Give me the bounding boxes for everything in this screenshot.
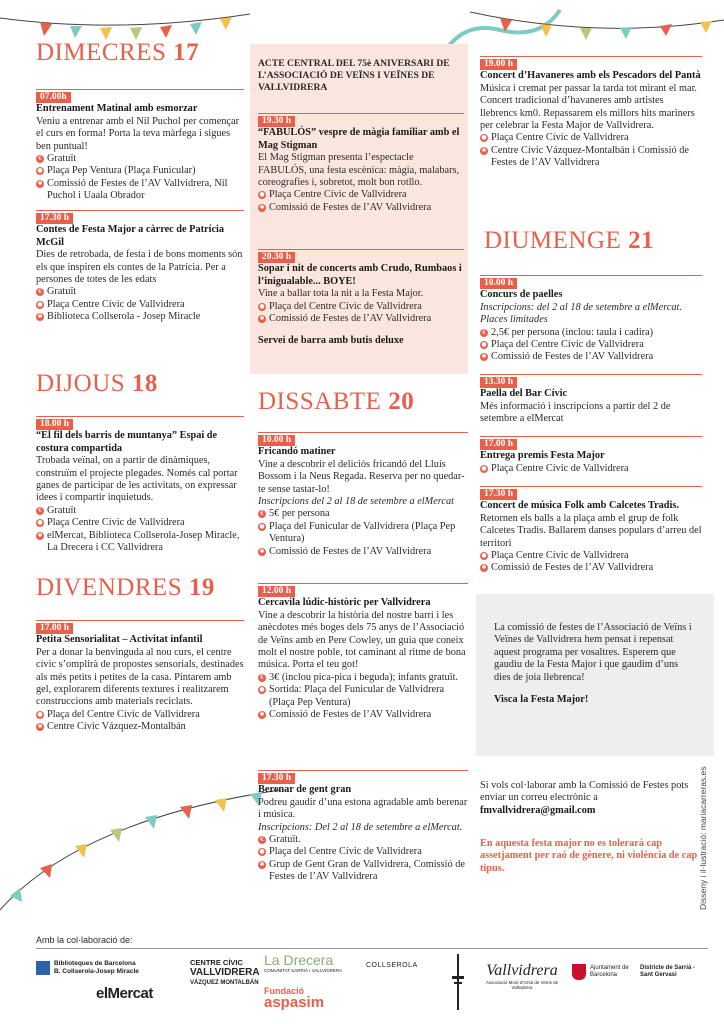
price-icon: € <box>36 155 44 163</box>
event-time: 17.00 h <box>480 439 517 450</box>
event-sat-2 <box>258 583 468 721</box>
footer-divider <box>36 948 708 949</box>
organizer-star-icon: ✱ <box>37 531 43 539</box>
event-time: 17.30 h <box>480 489 517 500</box>
price-icon: € <box>36 288 44 296</box>
event-time: 17.00 h <box>36 623 73 634</box>
footer-label: Amb la col·laboració de: <box>36 935 133 945</box>
organizer-star-icon: ✱ <box>259 860 265 868</box>
event-title: Fricandó matiner <box>258 446 336 458</box>
event-place: Plaça del Centre Cívic de Vallvidrera <box>269 300 422 312</box>
event-time: 17.30 h <box>36 213 73 224</box>
logo-av-vallvidrera: Vallvidrera Associació Mont d’Orsà de Veïns de Vallvidrera <box>485 962 559 990</box>
collab-email[interactable]: fmvallvidrera@gmail.com <box>480 804 596 816</box>
event-title: “FABULÓS” vespre de màgia familiar amb el Mag Stigman <box>258 127 460 151</box>
event-fri-1 <box>36 620 244 734</box>
event-place: Plaça Centre Cívic de Vallvidrera <box>47 298 185 310</box>
barcelona-shield-icon <box>572 964 586 980</box>
day-heading-thursday: DIJOUS 18 <box>36 370 158 397</box>
day-heading-saturday: DISSABTE 20 <box>258 388 415 415</box>
event-organizer: Centre Cívic Vázquez-Montalbán <box>47 721 186 733</box>
event-organizer: Biblioteca Collserola - Josep Miracle <box>47 311 201 323</box>
event-organizer: Comissió de Festes de l’AV Vallvidrera <box>491 351 654 363</box>
day-heading-friday: DIVENDRES 19 <box>36 574 215 601</box>
event-title: Berenar de gent gran <box>258 784 352 796</box>
event-organizer: Comissió de Festes de l’AV Vallvidrera <box>491 562 654 574</box>
location-pin-icon: ● <box>37 519 43 527</box>
event-title: Petita Sensorialitat – Activitat infantil <box>36 634 203 646</box>
location-pin-icon: ● <box>481 341 487 349</box>
logo-la-drecera: La Drecera COMUNITAT SARRIÀ I VALLVIDRERA <box>264 952 343 973</box>
event-organizer: Comissió de Festes de l’AV Vallvidrera, Nil Puchol i Uaala Obrador <box>47 177 228 202</box>
logo-centre-civic: CENTRE CÍVIC VALLVIDRERA VÁZQUEZ MONTALBÁN <box>190 958 260 986</box>
event-organizer: Comissió de Festes de l’AV Vallvidrera <box>269 201 432 213</box>
logo-elmercat: elMercat <box>96 985 153 1002</box>
logo-biblioteques: Biblioteques de Barcelona B. Collserola-Josep Miracle <box>36 960 156 976</box>
event-wed-2 <box>36 210 244 324</box>
event-place: Plaça Centre Cívic de Vallvidrera <box>269 189 407 201</box>
design-credit: Disseny i il·lustració: mariacarreras.es <box>698 766 708 910</box>
event-time: 19.30 h <box>258 116 295 127</box>
organizer-star-icon: ✱ <box>37 179 43 187</box>
price-icon: € <box>258 836 266 844</box>
organizer-star-icon: ✱ <box>37 313 43 321</box>
event-description: Trobada veïnal, on a partir de dinàmiques, construïm el projecte plegades. Només cal portar ganes de participar de les activitats, on expressar idees i compartir inquietuds. <box>36 455 238 504</box>
event-central-1 <box>258 113 464 214</box>
event-price: Gratuït <box>47 286 77 298</box>
event-place: Plaça del Centre Cívic de Vallvidrera <box>491 339 644 351</box>
event-price: Gratuït <box>47 153 77 165</box>
location-pin-icon: ● <box>259 522 265 530</box>
event-title: Paella del Bar Cívic <box>480 388 568 400</box>
logo-ajuntament: Ajuntament de Barcelona Districte de Sarrià - Sant Gervasi <box>572 964 706 980</box>
organizer-star-icon: ✱ <box>259 711 265 719</box>
location-pin-icon: ● <box>259 686 265 694</box>
event-organizer: Centre Cívic Vázquez-Montalbán i Comissió de Festes de l’AV Vallvidrera <box>491 144 689 169</box>
location-pin-icon: ● <box>481 552 487 560</box>
event-place: Plaça del Funicular de Vallvidrera (Plaça Pep Ventura) <box>269 520 456 545</box>
organizer-star-icon: ✱ <box>481 564 487 572</box>
location-pin-icon: ● <box>37 167 43 175</box>
organizer-star-icon: ✱ <box>481 353 487 361</box>
day-heading-sunday: DIUMENGE 21 <box>484 227 655 254</box>
event-description: Per a donar la benvinguda al nou curs, el centre cívic s’omplirà de propostes sensorials, destinades als més petits i petites de la casa. Pintarem amb gel, explorarem diferents textures i realitzarem construccions amb materials reciclats. <box>36 646 244 708</box>
event-time: 18.00 h <box>36 419 73 430</box>
collserola-tower-icon <box>448 952 468 1012</box>
location-pin-icon: ● <box>481 134 487 142</box>
closing-cheer: Visca la Festa Major! <box>494 694 589 706</box>
event-place: Plaça Centre Cívic de Vallvidrera <box>491 132 629 144</box>
event-sun-1 <box>480 275 702 364</box>
event-note: Inscripcions: del 2 al 18 de setembre a elMercat. Places limitades <box>480 301 682 326</box>
day-heading-wednesday: DIMECRES 17 <box>36 39 200 66</box>
event-sat-3 <box>258 770 468 884</box>
event-description: Vine a ballar tota la nit a la Festa Major. <box>258 288 424 300</box>
location-pin-icon: ● <box>37 300 43 308</box>
event-title: “El fil dels barris de muntanya” Espai de costura compartida <box>36 430 218 454</box>
event-price: 2,5€ per persona (inclou: taula i cadira) <box>491 326 654 338</box>
event-place: Plaça Centre Cívic de Vallvidrera <box>491 550 629 562</box>
event-time: 10.00 h <box>480 278 517 289</box>
organizer-star-icon: ✱ <box>37 723 43 731</box>
event-place: Plaça Centre Cívic de Vallvidrera <box>47 517 185 529</box>
event-description: Veniu a entrenar amb el Nil Puchol per començar el curs en forma! Porta la teva màrfega i sigues ben puntual! <box>36 115 239 152</box>
event-sat-1 <box>258 432 468 558</box>
price-icon: € <box>258 674 266 682</box>
bar-service-note: Servei de barra amb butis deluxe <box>258 335 404 347</box>
event-sun-4 <box>480 486 702 575</box>
harassment-warning: En aquesta festa major no es tolerarà cap assetjament per raó de gènere, ni violència de cap tipus. <box>480 838 698 874</box>
collab-text: Si vols col·laborar amb la Comissió de Festes pots enviar un correu electrònic a <box>480 780 689 804</box>
event-description: Podreu gaudir d’una estona agradable amb berenar i música. <box>258 796 468 821</box>
event-time: 17.30 h <box>258 773 295 784</box>
event-time: 13.30 h <box>480 377 517 388</box>
event-price: 3€ (inclou pica-pica i beguda); infants gratuït. <box>269 671 458 683</box>
event-title: Concurs de paelles <box>480 289 563 301</box>
price-icon: € <box>480 329 488 337</box>
event-time: 12.00 h <box>258 586 295 597</box>
event-sun-3 <box>480 436 702 475</box>
closing-text: La comissió de festes de l’Associació de Veïns i Veïnes de Vallvidrera hem pensat i repensat aquest programa per vosaltres. Esperem que gaudiu de la Festa Major i que gaudim d’uns dies de joia llebrenca! <box>494 622 692 683</box>
event-price: 5€ per persona <box>269 508 330 520</box>
event-note: Inscripcions: Del 2 al 18 de setembre a elMercat. <box>258 821 463 833</box>
event-time: 19.00 h <box>480 59 517 70</box>
event-thu-1 <box>36 416 244 554</box>
event-title: Concert de música Folk amb Calcetes Tradis. <box>480 500 679 512</box>
central-event-title: ACTE CENTRAL DEL 75è ANIVERSARI DE L’ASSOCIACIÓ DE VEÏNS I VEÏNES DE VALLVIDRERA <box>258 58 450 93</box>
book-icon <box>36 961 50 975</box>
location-pin-icon: ● <box>259 302 265 310</box>
event-note: Inscripcions del 2 al 18 de setembre a elMercat <box>258 496 454 508</box>
location-pin-icon: ● <box>259 848 265 856</box>
organizer-star-icon: ✱ <box>259 315 265 323</box>
price-icon: € <box>36 507 44 515</box>
collaboration-info <box>480 780 700 817</box>
event-price: Gratuït <box>47 504 77 516</box>
event-time: 20.30 h <box>258 252 295 263</box>
event-description: Més informació i inscripcions a partir del 2 de setembre a elMercat <box>480 400 671 425</box>
event-place: Plaça del Centre Cívic de Vallvidrera <box>269 846 422 858</box>
event-title: Entrega premis Festa Major <box>480 450 605 462</box>
event-organizer: Comissió de Festes de l’AV Vallvidrera <box>269 709 432 721</box>
event-title: Cercavila lúdic-històric per Vallvidrera <box>258 597 431 609</box>
event-description: El Mag Stigman presenta l’espectacle FABULÓS, una festa escènica: màgia, malabars, coreografies i, sobretot, molt bon rotllo. <box>258 152 460 189</box>
event-central-2 <box>258 249 464 348</box>
event-place: Sortida: Plaça del Funicular de Vallvidrera (Plaça Pep Ventura) <box>269 684 445 708</box>
garland-left-decoration <box>0 760 300 920</box>
event-place: Plaça Pep Ventura (Plaça Funicular) <box>47 165 196 177</box>
event-organizer: Comissió de Festes de l’AV Vallvidrera <box>269 313 432 325</box>
event-title: Sopar i nit de concerts amb Crudo, Rumbaos i l’inigualable... BOYE! <box>258 263 462 287</box>
event-time: 07.00h <box>36 92 71 103</box>
price-icon: € <box>258 510 266 518</box>
event-title: Concert d’Havaneres amb els Pescadors del Pantà <box>480 70 701 82</box>
event-description: Retornen els balls a la plaça amb el grup de folk Calcetes Tradis. Ballarem danses populars d’arreu del territori <box>480 512 702 549</box>
event-description: Dies de retrobada, de festa i de bons moments són els que inspiren els contes de la Patrícia. Per a persones de totes de les edats <box>36 249 243 286</box>
location-pin-icon: ● <box>259 191 265 199</box>
event-title: Entrenament Matinal amb esmorzar <box>36 103 198 115</box>
location-pin-icon: ● <box>481 464 487 472</box>
event-description: Vine a descobrir la història del nostre barri i les anècdotes més boges dels 75 anys de l’Associació de Veïns amb en Pere Cowley, un guia que coneix molt el nostre poble, tot caminant al ritme de bona música. Porta el teu got! <box>258 609 466 671</box>
logo-aspasim: Fundació aspasim <box>264 986 325 1011</box>
event-wed-1 <box>36 89 244 203</box>
location-pin-icon: ● <box>37 710 43 718</box>
organizer-star-icon: ✱ <box>259 547 265 555</box>
event-price: Gratuït. <box>269 834 301 846</box>
event-havaneres <box>480 56 702 170</box>
event-place: Plaça del Centre Cívic de Vallvidrera <box>47 708 200 720</box>
event-title: Contes de Festa Major a càrrec de Patrícia McGil <box>36 224 225 248</box>
event-place: Plaça Centre Cívic de Vallvidrera <box>491 462 629 474</box>
event-description: Vine a descobrir el deliciós fricandó del Lluís Bossom i la Neus Regada. Reserva per no quedar-te sense tastar-lo! <box>258 458 465 495</box>
event-sun-2 <box>480 374 702 426</box>
event-organizer: Comissió de Festes de l’AV Vallvidrera <box>269 545 432 557</box>
event-description: Música i cremat per passar la tarda tot mirant el mar. Concert tradicional d’havaneres amb artistes llebrencs km0. Repassarem els millors hits mariners per celebrar la Festa Major de Vallvidrera. <box>480 82 698 132</box>
organizer-star-icon: ✱ <box>481 146 487 154</box>
event-time: 10.00 h <box>258 435 295 446</box>
closing-message <box>494 622 694 706</box>
event-organizer: elMercat, Biblioteca Collserola-Josep Miracle, La Drecera i CC Vallvidrera <box>47 529 240 554</box>
organizer-star-icon: ✱ <box>259 203 265 211</box>
logo-collserola: COLLSEROLA <box>366 962 418 969</box>
event-organizer: Grup de Gent Gran de Vallvidrera, Comissió de Festes de l’AV Vallvidrera <box>269 858 465 883</box>
